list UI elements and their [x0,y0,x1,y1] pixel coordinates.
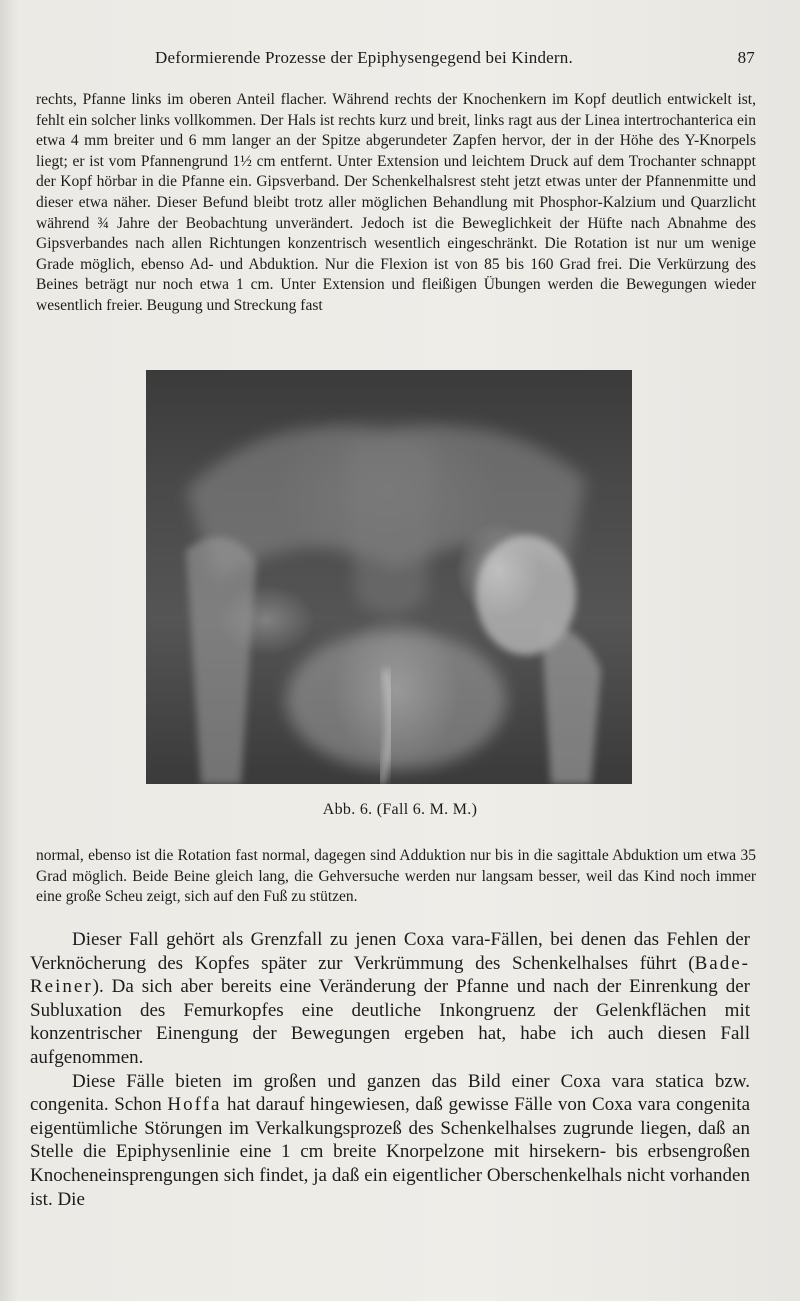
author-name-bade-reiner: Bade-Reiner [30,952,750,998]
xray-figure [146,370,632,784]
page-number: 87 [737,48,755,67]
body-paragraph-1-before: Dieser Fall gehört als Grenzfall zu jenen Coxa vara-Fällen, bei denen das Fehlen der Verknöcherung des Kopfes später zur Verkrümmung des Schenkelhalses führt ( [30,929,750,974]
body-paragraph-2-before: Diese Fälle bieten im großen und ganzen das Bild einer Coxa vara statica bzw. congenita. Schon [30,1070,750,1116]
main-body-text [30,928,750,1211]
case-report-top [36,90,756,317]
author-name-hoffa: Hoffa [167,1094,222,1116]
body-paragraph-1 [30,928,750,1070]
xray-image [146,370,632,784]
running-head-title: Deformierende Prozesse der Epiphysengegend bei Kindern. [155,48,573,67]
body-paragraph-1-after: ). Da sich aber bereits eine Veränderung der Pfanne und nach der Einrenkung der Subluxation des Femurkopfes eine deutliche Inkongruenz der Gelenkflächen mit konzentrischer Einengung der Bewegungen ergeben hat, habe ich auch diesen Fall aufgenommen. [30,976,750,1068]
continuation-paragraph: normal, ebenso ist die Rotation fast normal, dagegen sind Adduktion nur bis in die sagittale Abduktion um etwa 35 Grad möglich. Beide Beine gleich lang, die Gehversuche werden nur langsam besser, weil das Kind noch immer eine große Scheu zeigt, sich auf den Fuß zu stützen. [36,847,756,906]
body-paragraph-2-after: hat darauf hingewiesen, daß gewisse Fälle von Coxa vara congenita eigentümliche Störungen im Verkalkungsprozeß des Schenkelhalses zugrunde liegen, daß an Stelle die Epiphysenlinie eine 1 cm breite Knorpelzone mit hirsekern- bis erbsengroßen Knocheneinsprengungen sich findet, ja daß ein eigentlicher Oberschenkelhals nicht vorhanden ist. Die [30,1094,750,1210]
figure-caption: Abb. 6. (Fall 6. M. M.) [322,801,478,818]
body-paragraph-2 [30,1070,750,1212]
case-report-paragraph: rechts, Pfanne links im oberen Anteil flacher. Während rechts der Knochenkern im Kopf deutlich entwickelt ist, fehlt ein solcher links vollkommen. Der Hals ist rechts kurz und breit, links ragt aus der Linea intertrochanterica ein etwa 4 mm breiter und 6 mm langer an der Spitze abgerundeter Zapfen hervor, der in der Höhe des Y-Knorpels liegt; er ist vom Pfannengrund 1½ cm entfernt. Unter Extension und leichtem Druck auf dem Trochanter schnappt der Kopf hörbar in die Pfanne ein. Gipsverband. Der Schenkelhalsrest steht jetzt etwas unter der Pfannenmitte und dieser etwa näher. Dieser Befund bleibt trotz aller möglichen Behandlung mit Phosphor-Kalzium und Quarzlicht während ¾ Jahre der Beobachtung unverändert. Jedoch ist die Beweglichkeit der Hüfte nach Abnahme des Gipsverbandes nach allen Richtungen konzentrisch wesentlich eingeschränkt. Die Rotation ist nur um wenige Grade möglich, ebenso Ad- und Abduktion. Nur die Flexion ist von 85 bis 160 Grad frei. Die Verkürzung des Beines beträgt nur noch etwa 1 cm. Unter Extension und fleißigen Übungen werden die Bewegungen wieder wesentlich freier. Beugung und Streckung fast [36,91,756,314]
case-report-continued [36,846,756,908]
